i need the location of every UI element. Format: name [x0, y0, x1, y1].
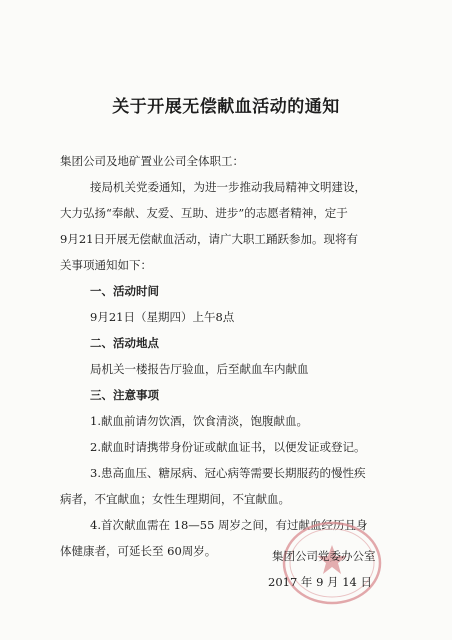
intro-line-3: 9月21日开展无偿献血活动，请广大职工踊跃参加。现将有	[60, 232, 358, 246]
section-heading-notes: 三、注意事项	[90, 388, 159, 402]
intro-line-2: 大力弘扬“奉献、友爱、互助、进步”的志愿者精神，定于	[60, 206, 348, 220]
section-text-location: 局机关一楼报告厅验血，后至献血车内献血	[90, 362, 309, 376]
section-heading-time: 一、活动时间	[90, 284, 159, 298]
document-title: 关于开展无偿献血活动的通知	[112, 97, 340, 117]
intro-line-4: 关事项通知如下：	[60, 258, 152, 272]
section-heading-location: 二、活动地点	[90, 336, 159, 350]
note-item-3: 3.患高血压、糖尿病、冠心病等需要长期服药的慢性疾	[90, 466, 366, 480]
note-item-1: 1.献血前请勿饮酒，饮食清淡，饱腹献血。	[90, 414, 308, 428]
note-item-4: 4.首次献血需在 18—55 周岁之间，有过献血经历且身	[90, 518, 368, 532]
issue-date: 2017 年 9 月 14 日	[268, 575, 372, 589]
section-text-time: 9月21日（星期四）上午8点	[90, 310, 235, 324]
salutation: 集团公司及地矿置业公司全体职工：	[60, 154, 244, 168]
note-item-3-cont: 病者，不宜献血；女性生理期间，不宜献血。	[60, 492, 290, 506]
note-item-4-cont: 体健康者，可延长至 60周岁。	[60, 544, 217, 558]
intro-line-1: 接局机关党委通知，为进一步推动我局精神文明建设，	[90, 180, 366, 194]
note-item-2: 2.献血时请携带身份证或献血证书，以便发证或登记。	[90, 440, 366, 454]
issuer-name: 集团公司党委办公室	[272, 549, 376, 563]
